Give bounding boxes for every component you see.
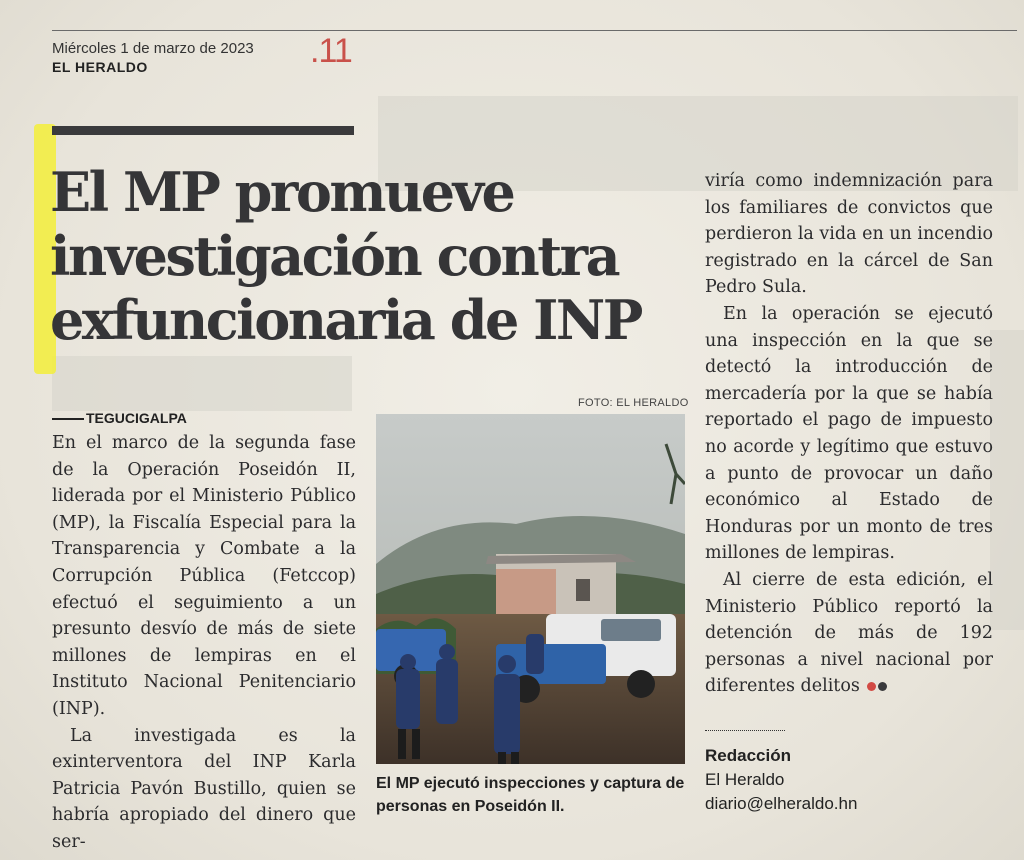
body-paragraph: viría como indemnización para los familiares de convictos que perdieron la vida en un incendio registrado en la cárcel de San Pedro Sula. [705, 171, 994, 298]
closing-text: Al cierre de esta edición, el Ministerio Público reportó la detención de más de 192 personas a nivel nacional por diferentes delitos [705, 569, 993, 697]
byline-divider [705, 730, 785, 731]
byline-outlet: El Heraldo [705, 770, 785, 789]
end-mark-dark-dot [878, 682, 887, 691]
body-paragraph: La investigada es la exinterventora del INP Karla Patricia Pavón Bustillo, quien se habría apropiado del dinero que ser- [52, 725, 356, 852]
issue-date: Miércoles 1 de marzo de 2023 [52, 40, 254, 57]
headline-line: El MP promueve [50, 160, 514, 224]
bleed-through-block [52, 356, 352, 411]
body-column-3 [705, 168, 993, 700]
photo-caption: El MP ejecutó inspecciones y captura de personas en Poseidón II. [376, 775, 685, 815]
photo-credit: FOTO: EL HERALDO [578, 397, 689, 409]
header-rule [52, 30, 1017, 31]
photo-illustration [376, 414, 685, 764]
headline-line: investigación contra [50, 224, 619, 288]
byline-label: Redacción [705, 746, 791, 765]
end-mark-red-dot [867, 682, 876, 691]
newspaper-name: EL HERALDO [52, 59, 148, 75]
dateline: TEGUCIGALPA [52, 410, 187, 426]
headline-bar [52, 126, 354, 135]
byline-email[interactable]: diario@elheraldo.hn [705, 794, 858, 813]
body-paragraph: En el marco de la segunda fase de la Operación Poseidón II, liderada por el Ministerio Público (MP), la Fiscalía Especial para la Transparencia y Combate a la Corrupción Pública (Fetccop) efectuó el seguimiento a un presunto desvío de más de siete millones de lempiras en el Instituto Nacional Penitenciario (INP). [52, 433, 356, 719]
headline-line: exfuncionaria de INP [50, 288, 641, 352]
bleed-through-block [990, 330, 1024, 630]
byline [705, 744, 857, 816]
page-number: .11 [310, 32, 352, 70]
headline [50, 160, 700, 352]
body-column-1 [52, 430, 356, 856]
body-paragraph-last [705, 567, 993, 700]
news-photo [376, 414, 685, 764]
body-paragraph: En la operación se ejecutó una inspección en la que se detectó la introducción de mercadería por la que se había reportado el pago de impuesto no acorde y legítimo que estuvo a punto de provocar un daño económico al Estado de Honduras por un monto de tres millones de lempiras. [705, 303, 993, 564]
